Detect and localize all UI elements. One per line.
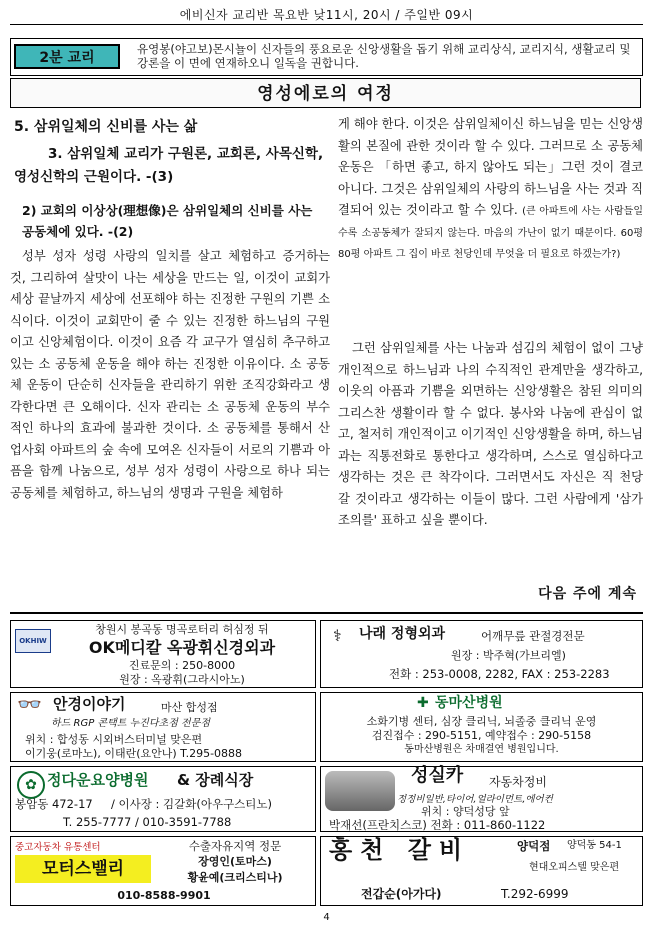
galbi-name: 홍천 갈비 — [329, 836, 471, 864]
ok-logo: OKHIW — [15, 629, 51, 653]
motor-name: 모터스밸리 — [15, 855, 151, 883]
ok-phone: 진료문의 : 250-8000 — [128, 659, 236, 672]
right-note: (큰 아파트에 사는 사람들일수록 소공동체가 잘되지 않는다. 마음의 가난이 없기 때문이다. 60평 80평 아파트 그 집이 바로 천당인데 무엇을 더 필요로 하겠는가?) — [338, 206, 643, 260]
mass-times-line: 에비신자 교리반 목요반 낮11시, 20시 / 주일반 09시 — [179, 8, 474, 22]
clover-icon: ✿ — [17, 771, 45, 799]
jeongdaun-chair: / 이사장 : 김갈화(아우구스티노) — [111, 797, 272, 811]
galbi-location: 현대오피스텔 맞은편 — [529, 862, 620, 873]
two-minute-catechism-tag: 2분 교리 — [14, 44, 120, 69]
right-paragraph-1: 게 해야 한다. 이것은 삼위일체이신 하느님을 믿는 신앙생활의 본질에 관한 것이라 할 수 있다. 그러므로 소 공동체 운동은 「하면 좋고, 하지 않아도 되는」그런 것이 결코 아니다. 그것은 삼위일체의 사랑의 하느님을 사는 것과 직결되어 있는 것이라고 할 수 있다. — [338, 117, 643, 217]
optic-addr: 위치 : 합성동 시외버스터미널 맞은편 — [25, 733, 203, 746]
ad-hongcheon-galbi — [320, 836, 643, 906]
optic-name: 안경이야기 — [53, 695, 126, 713]
ad-jeongdaun-hospital — [10, 766, 316, 832]
article-subheading-3: 3. 삼위일체 교리가 구원론, 교회론, 사목신학, 영성신학의 근원이다. -(3) — [14, 146, 324, 185]
top-rule — [10, 24, 643, 25]
galbi-branch: 양덕점 — [517, 839, 551, 853]
motor-top: 중고자동차 유통센터 — [15, 842, 101, 853]
continued-next-week: 다음 주에 계속 — [538, 586, 637, 602]
dongma-note: 동마산병원은 차매결연 병원입니다. — [404, 744, 559, 755]
right-column-text — [338, 114, 643, 265]
motor-person-1: 장영인(토마스) — [198, 855, 272, 868]
narae-phone: 전화 : 253-0008, 2282, FAX : 253-2283 — [389, 667, 610, 681]
dongma-services: 소화기병 센터, 심장 클리닉, 뇌졸중 클리닉 운영 — [366, 715, 597, 728]
seongsil-loc: 위치 : 양덕성당 앞 — [421, 805, 510, 818]
ad-seongsil-car — [320, 766, 643, 832]
narae-name: 나래 정형외과 — [359, 626, 446, 642]
galbi-addr: 양덕동 54-1 — [567, 840, 622, 851]
galbi-owner: 전갑순(아가다) — [361, 887, 442, 901]
article-subheading-2: 2) 교회의 이상상(理想像)은 삼위일체의 신비를 사는 공동체에 있다. -(2) — [22, 203, 313, 239]
ads-divider — [10, 612, 643, 614]
ad-ok-medical — [10, 620, 316, 688]
narae-director: 원장 : 박주혁(가브리엘) — [451, 649, 566, 662]
ok-director: 원장 : 옥광휘(그라시아노) — [119, 673, 245, 686]
ok-name: OK메디칼 옥광휘신경외과 — [88, 638, 276, 657]
intro-text: 유영봉(야고보)몬시뇰이 신자들의 풍요로운 신앙생활을 돕기 위해 교리상식, 교리지식, 생활교리 및 강론을 이 면에 연재하오니 일독을 권합니다. — [137, 42, 631, 70]
jeongdaun-phone: T. 255-7777 / 010-3591-7788 — [63, 815, 232, 829]
motor-phone: 010-8588-9901 — [117, 889, 211, 902]
ad-motors-valley — [10, 836, 316, 906]
page-number: 4 — [323, 912, 330, 923]
ok-location: 창원시 봉곡동 명곡로터리 허심정 뒤 — [95, 623, 269, 636]
galbi-phone: T.292-6999 — [501, 887, 569, 901]
dongma-phones: 검진접수 : 290-5151, 예약접수 : 290-5158 — [371, 729, 592, 742]
car-icon — [325, 771, 395, 811]
ad-optic-story — [10, 692, 316, 762]
bone-icon: ⚕ — [333, 626, 342, 645]
optic-location: 마산 합성점 — [161, 701, 218, 714]
jeongdaun-name: 정다운요양병원 — [47, 771, 149, 789]
optic-owner: 이기웅(로마노), 이태란(요안나) T.295-0888 — [25, 747, 243, 760]
cross-icon: ✚ — [417, 695, 429, 711]
seongsil-name: 성실카 — [411, 765, 464, 786]
motor-person-2: 황윤예(크리스티나) — [187, 871, 283, 884]
section-title: 영성에로의 여정 — [10, 78, 641, 108]
seongsil-owner: 박재선(프란치스코) 전화 : 011-860-1122 — [329, 818, 546, 832]
ad-narae-orthopedics — [320, 620, 643, 688]
ad-dongma-hospital — [320, 692, 643, 762]
seongsil-kind: 자동차정비 — [489, 775, 547, 789]
right-column-text-2: 그런 삼위일체를 사는 나눔과 섬김의 체험이 없이 그냥 개인적으로 하느님과 나의 수직적인 관계만을 생각하고, 이웃의 아픔과 기쁨을 외면하는 신앙생활은 참된 의미의 그리스찬 생활이라 할 수 없다. 봉사와 나눔에 관심이 없고, 철저히 개인적이고 이기적인 신앙생활을 하며, 하느님과는 직통전화로 통한다고 생각하며, 스스로 열심하다고 생각하는 것은 큰 착각이다. 그러면서도 자신은 직 천당 갈 것이라고 생각하는 이들이 많다. 그런 사람에게 '삼가 조의를' 표하고 싶을 뿐이다. — [338, 341, 643, 527]
motor-desc: 수출자유지역 정문 — [188, 839, 282, 853]
left-column-text: 성부 성자 성령 사랑의 일치를 살고 체험하고 증거하는 것, 그리하여 살맛이 나는 세상을 만드는 일, 이것이 교회가 세상 끝날까지 세상에 선포해야 하는 진정한 구원의 기쁜 소식이다. 이것이 교회만이 줄 수 있는 진정한 하느님의 구원이고 신앙체험이다. 이것이 요즘 각 교구가 열심히 추구하고 있는 소 공동체 운동을 해야 하는 진정한 이유이다. 소 공동체 운동이 단순히 신자들을 관리하기 위한 조직강화라고 생각한다면 큰 오해이다. 신자 관리는 소 공동체 운동의 부수적인 하나의 효과에 불과한 것이다. 소 공동체를 통해서 산업사회 아파트의 숲 속에 모여온 신자들이 서로의 기쁨과 아픔을 함께 나눔으로, 성부 성자 성령이 사랑으로 하나 되는 공동체를 체험하고, 하느님의 생명과 구원을 체험하 — [10, 249, 330, 500]
dongma-name: 동마산병원 — [435, 695, 503, 711]
article-heading-5: 5. 삼위일체의 신비를 사는 삶 — [14, 119, 198, 135]
jeongdaun-addr: 봉암동 472-17 — [15, 797, 93, 811]
optic-desc: 하드 RGP 콘택트 누진다초점 전문점 — [51, 718, 211, 729]
narae-desc: 어깨무릎 관절경전문 — [481, 629, 585, 643]
jeongdaun-funeral: & 장례식장 — [177, 771, 254, 789]
seongsil-desc: 정정비일반,타이어,얼라이먼트,에어컨 — [397, 794, 553, 805]
glasses-icon: 👓 — [17, 692, 42, 716]
